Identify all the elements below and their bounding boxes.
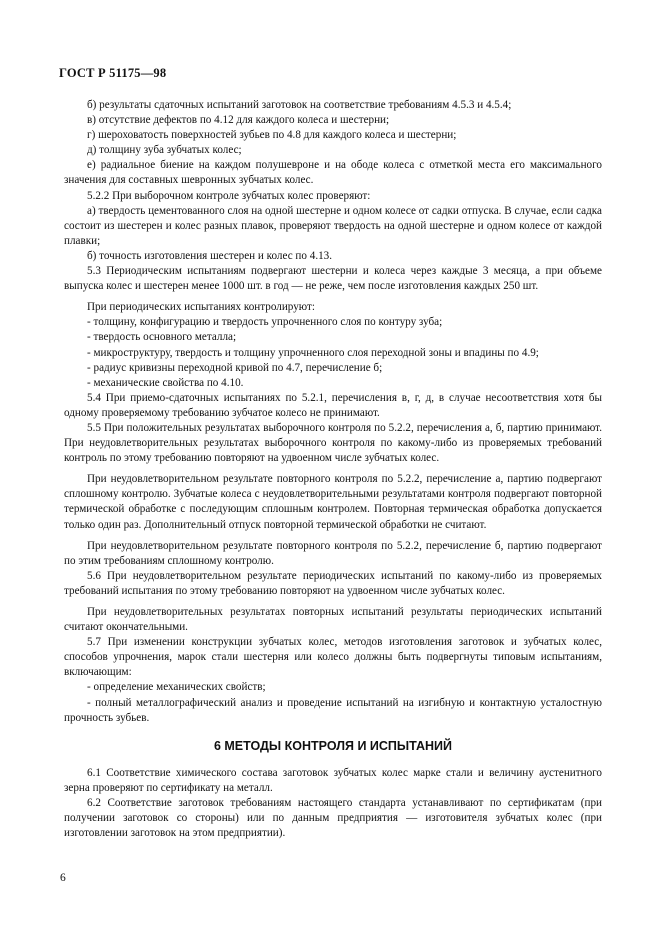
paragraph: д) толщину зуба зубчатых колес; [87, 144, 242, 157]
paragraph: При периодических испытаниях контролируют: [87, 301, 315, 314]
list-item: - радиус кривизны переходной кривой по 4.7, перечисление б; [87, 361, 383, 374]
paragraph: 6.2 Соответствие заготовок требованиям настоящего стандарта устанавливают по сертификатам (при получении заготовок со стороны) или по данным предприятия — изготовителя зубчатых колес (при изготовлении заготовок на этом предприятии). [64, 797, 602, 840]
paragraph: б) точность изготовления шестерен и колес по 4.13. [87, 249, 333, 262]
list-item: - определение механических свойств; [87, 681, 266, 694]
paragraph: в) отсутствие дефектов по 4.12 для каждого колеса и шестерни; [87, 114, 390, 127]
paragraph: 5.2.2 При выборочном контроле зубчатых колес проверяют: [87, 189, 371, 202]
paragraph: 5.4 При приемо-сдаточных испытаниях по 5.2.1, перечисления в, г, д, в случае несоответствия хотя бы одному проверяемому требованию зубчатое колесо не принимают. [64, 391, 602, 419]
paragraph: е) радиальное биение на каждом полушевроне и на ободе колеса с отметкой места его максимального значения для составных шевронных зубчатых колес. [64, 159, 602, 187]
list-item: - полный металлографический анализ и проведение испытаний на изгибную и контактную усталостную прочность зубьев. [64, 696, 602, 724]
page-number: 6 [60, 872, 66, 884]
document-header: ГОСТ Р 51175—98 [59, 66, 167, 80]
paragraph: При неудовлетворительном результате повторного контроля по 5.2.2, перечисление б, партию подвергают по этим требованиям сплошному контролю. [64, 539, 602, 567]
list-item: - микроструктуру, твердость и толщину упрочненного слоя переходной зоны и впадины по 4.9; [87, 346, 539, 359]
paragraph: а) твердость цементованного слоя на одной шестерне и одном колесе от садки отпуска. В случае, если садка состоит из шестерен и колес разных плавок, проверяют твердость на одной шестерне и одном колесе от каждой плавки; [64, 204, 602, 247]
paragraph: 5.5 При положительных результатах выборочного контроля по 5.2.2, перечисления а, б, партию принимают. При неудовлетворительных результатах выборочного контроля по какому-либо из проверяемых требований контроль по этому требованию повторяют на удвоенном числе зубчатых колес. [64, 421, 602, 465]
list-item: - твердость основного металла; [87, 331, 237, 344]
section-title: 6 МЕТОДЫ КОНТРОЛЯ И ИСПЫТАНИЙ [213, 738, 453, 753]
list-item: - механические свойства по 4.10. [87, 376, 244, 389]
list-item: - толщину, конфигурацию и твердость упрочненного слоя по контуру зуба; [87, 316, 443, 329]
paragraph: 6.1 Соответствие химического состава заготовок зубчатых колес марке стали и величину аустенитного зерна проверяют по сертификату на металл. [64, 766, 602, 794]
paragraph: г) шероховатость поверхностей зубьев по 4.8 для каждого колеса и шестерни; [87, 129, 457, 142]
paragraph: При неудовлетворительных результатах повторных испытаний результаты периодических испытаний считают окончательными. [64, 606, 602, 634]
paragraph: б) результаты сдаточных испытаний заготовок на соответствие требованиям 4.5.3 и 4.5.4; [87, 99, 512, 111]
paragraph: 5.6 При неудовлетворительном результате периодических испытаний по какому-либо из проверяемых требований испытания по этому требованию повторяют на удвоенном числе зубчатых колес. [64, 569, 602, 597]
paragraph: 5.3 Периодическим испытаниям подвергают шестерни и колеса через каждые 3 месяца, а при объеме выпуска колес и шестерен менее 1000 шт. в год — не реже, чем после изготовления каждых 250 шт. [64, 265, 602, 293]
document-body [64, 98, 602, 841]
paragraph: 5.7 При изменении конструкции зубчатых колес, методов изготовления заготовок и зубчатых колес, способов упрочнения, марок стали шестерня или колесо должны быть подвергнуты типовым испытаниям, включающим: [64, 636, 602, 679]
paragraph: При неудовлетворительном результате повторного контроля по 5.2.2, перечисление а, партию подвергают сплошному контролю. Зубчатые колеса с неудовлетворительными результатами контроля подвергают повторной термической обработке с последующим сплошным контролем. Повторная термическая обработка допускается только один раз. Дополнительный отпуск повторной термической обработки не считают. [64, 473, 602, 531]
